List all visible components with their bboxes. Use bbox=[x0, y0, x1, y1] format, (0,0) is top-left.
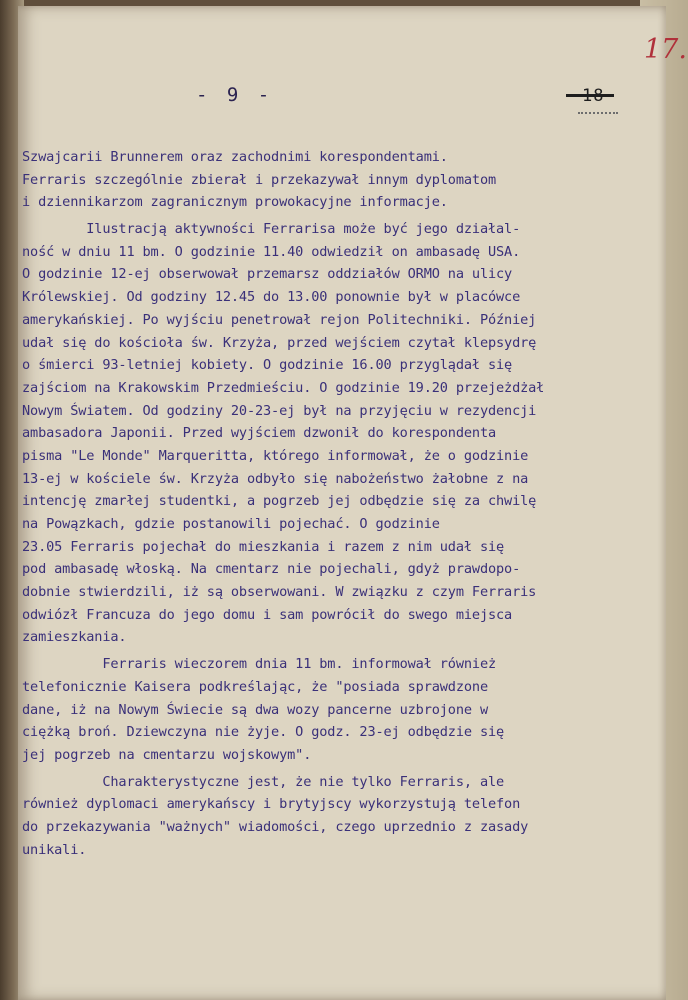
text-line: jej pogrzeb na cmentarzu wojskowym". bbox=[22, 746, 312, 763]
text-line: zamieszkania. bbox=[22, 629, 127, 646]
text-line: ambasadora Japonii. Przed wyjściem dzwonił do korespondenta bbox=[22, 425, 497, 442]
text-line: Charakterystyczne jest, że nie tylko Ferraris, ale bbox=[22, 773, 505, 790]
document-body bbox=[22, 146, 622, 861]
text-line: zajściom na Krakowskim Przedmieściu. O godzinie 19.20 przejeżdżał bbox=[22, 379, 545, 396]
page-number: - 9 - bbox=[196, 84, 274, 106]
folio-dots bbox=[578, 112, 618, 114]
text-line: na Powązkach, gdzie postanowili pojechać. O godzinie bbox=[22, 516, 440, 532]
text-line: intencję zmarłej studentki, a pogrzeb jej odbędzie się za chwilę bbox=[22, 493, 537, 510]
text-line: o śmierci 93-letniej kobiety. O godzinie 16.00 przyglądał się bbox=[22, 357, 513, 374]
text-line: odwiózł Francuza do jego domu i sam powrócił do swego miejsca bbox=[22, 606, 513, 623]
text-line: pod ambasadę włoską. Na cmentarz nie pojechali, gdyż prawdopo- bbox=[22, 561, 521, 578]
text-line: dobnie stwierdzili, iż są obserwowani. W związku z czym Ferraris bbox=[22, 584, 537, 601]
text-line: telefonicznie Kaisera podkreślając, że "posiada sprawdzone bbox=[22, 678, 488, 695]
text-line: 23.05 Ferraris pojechał do mieszkania i razem z nim udał się bbox=[22, 538, 505, 555]
text-line: O godzinie 12-ej obserwował przemarsz oddziałów ORMO na ulicy bbox=[22, 266, 513, 283]
text-line: Szwajcarii Brunnerem oraz zachodnimi korespondentami. bbox=[22, 149, 448, 165]
text-line: dane, iż na Nowym Świecie są dwa wozy pancerne uzbrojone w bbox=[22, 701, 488, 718]
archive-page-number: 17. bbox=[644, 34, 687, 65]
text-line: do przekazywania "ważnych" wiadomości, czego uprzednio z zasady bbox=[22, 818, 529, 835]
text-line: ciężką broń. Dziewczyna nie żyje. O godz. 23-ej odbędzie się bbox=[22, 724, 505, 741]
text-line: 13-ej w kościele św. Krzyża odbyło się nabożeństwo żałobne z na bbox=[22, 470, 529, 487]
text-line: amerykańskiej. Po wyjściu penetrował rejon Politechniki. Później bbox=[22, 311, 537, 328]
text-line: Nowym Światem. Od godziny 20-23-ej był na przyjęciu w rezydencji bbox=[22, 402, 537, 419]
text-line: udał się do kościoła św. Krzyża, przed wejściem czytał klepsydrę bbox=[22, 334, 537, 351]
text-line: ność w dniu 11 bm. O godzinie 11.40 odwiedził on ambasadę USA. bbox=[22, 243, 521, 260]
text-line: i dziennikarzom zagranicznym prowokacyjne informacje. bbox=[22, 194, 448, 211]
text-line: Ilustracją aktywności Ferrarisa może być jego działal- bbox=[22, 221, 521, 238]
text-line: Ferraris szczególnie zbierał i przekazywał innym dyplomatom bbox=[22, 171, 497, 188]
text-line: pisma "Le Monde" Marqueritta, którego informował, że o godzinie bbox=[22, 447, 529, 464]
text-line: również dyplomaci amerykańscy i brytyjscy wykorzystują telefon bbox=[22, 796, 521, 813]
text-line: Ferraris wieczorem dnia 11 bm. informował również bbox=[22, 656, 497, 673]
folio-number: 18 bbox=[582, 86, 605, 106]
text-line: unikali. bbox=[22, 841, 87, 858]
text-line: Królewskiej. Od godziny 12.45 do 13.00 ponownie był w placówce bbox=[22, 289, 521, 306]
